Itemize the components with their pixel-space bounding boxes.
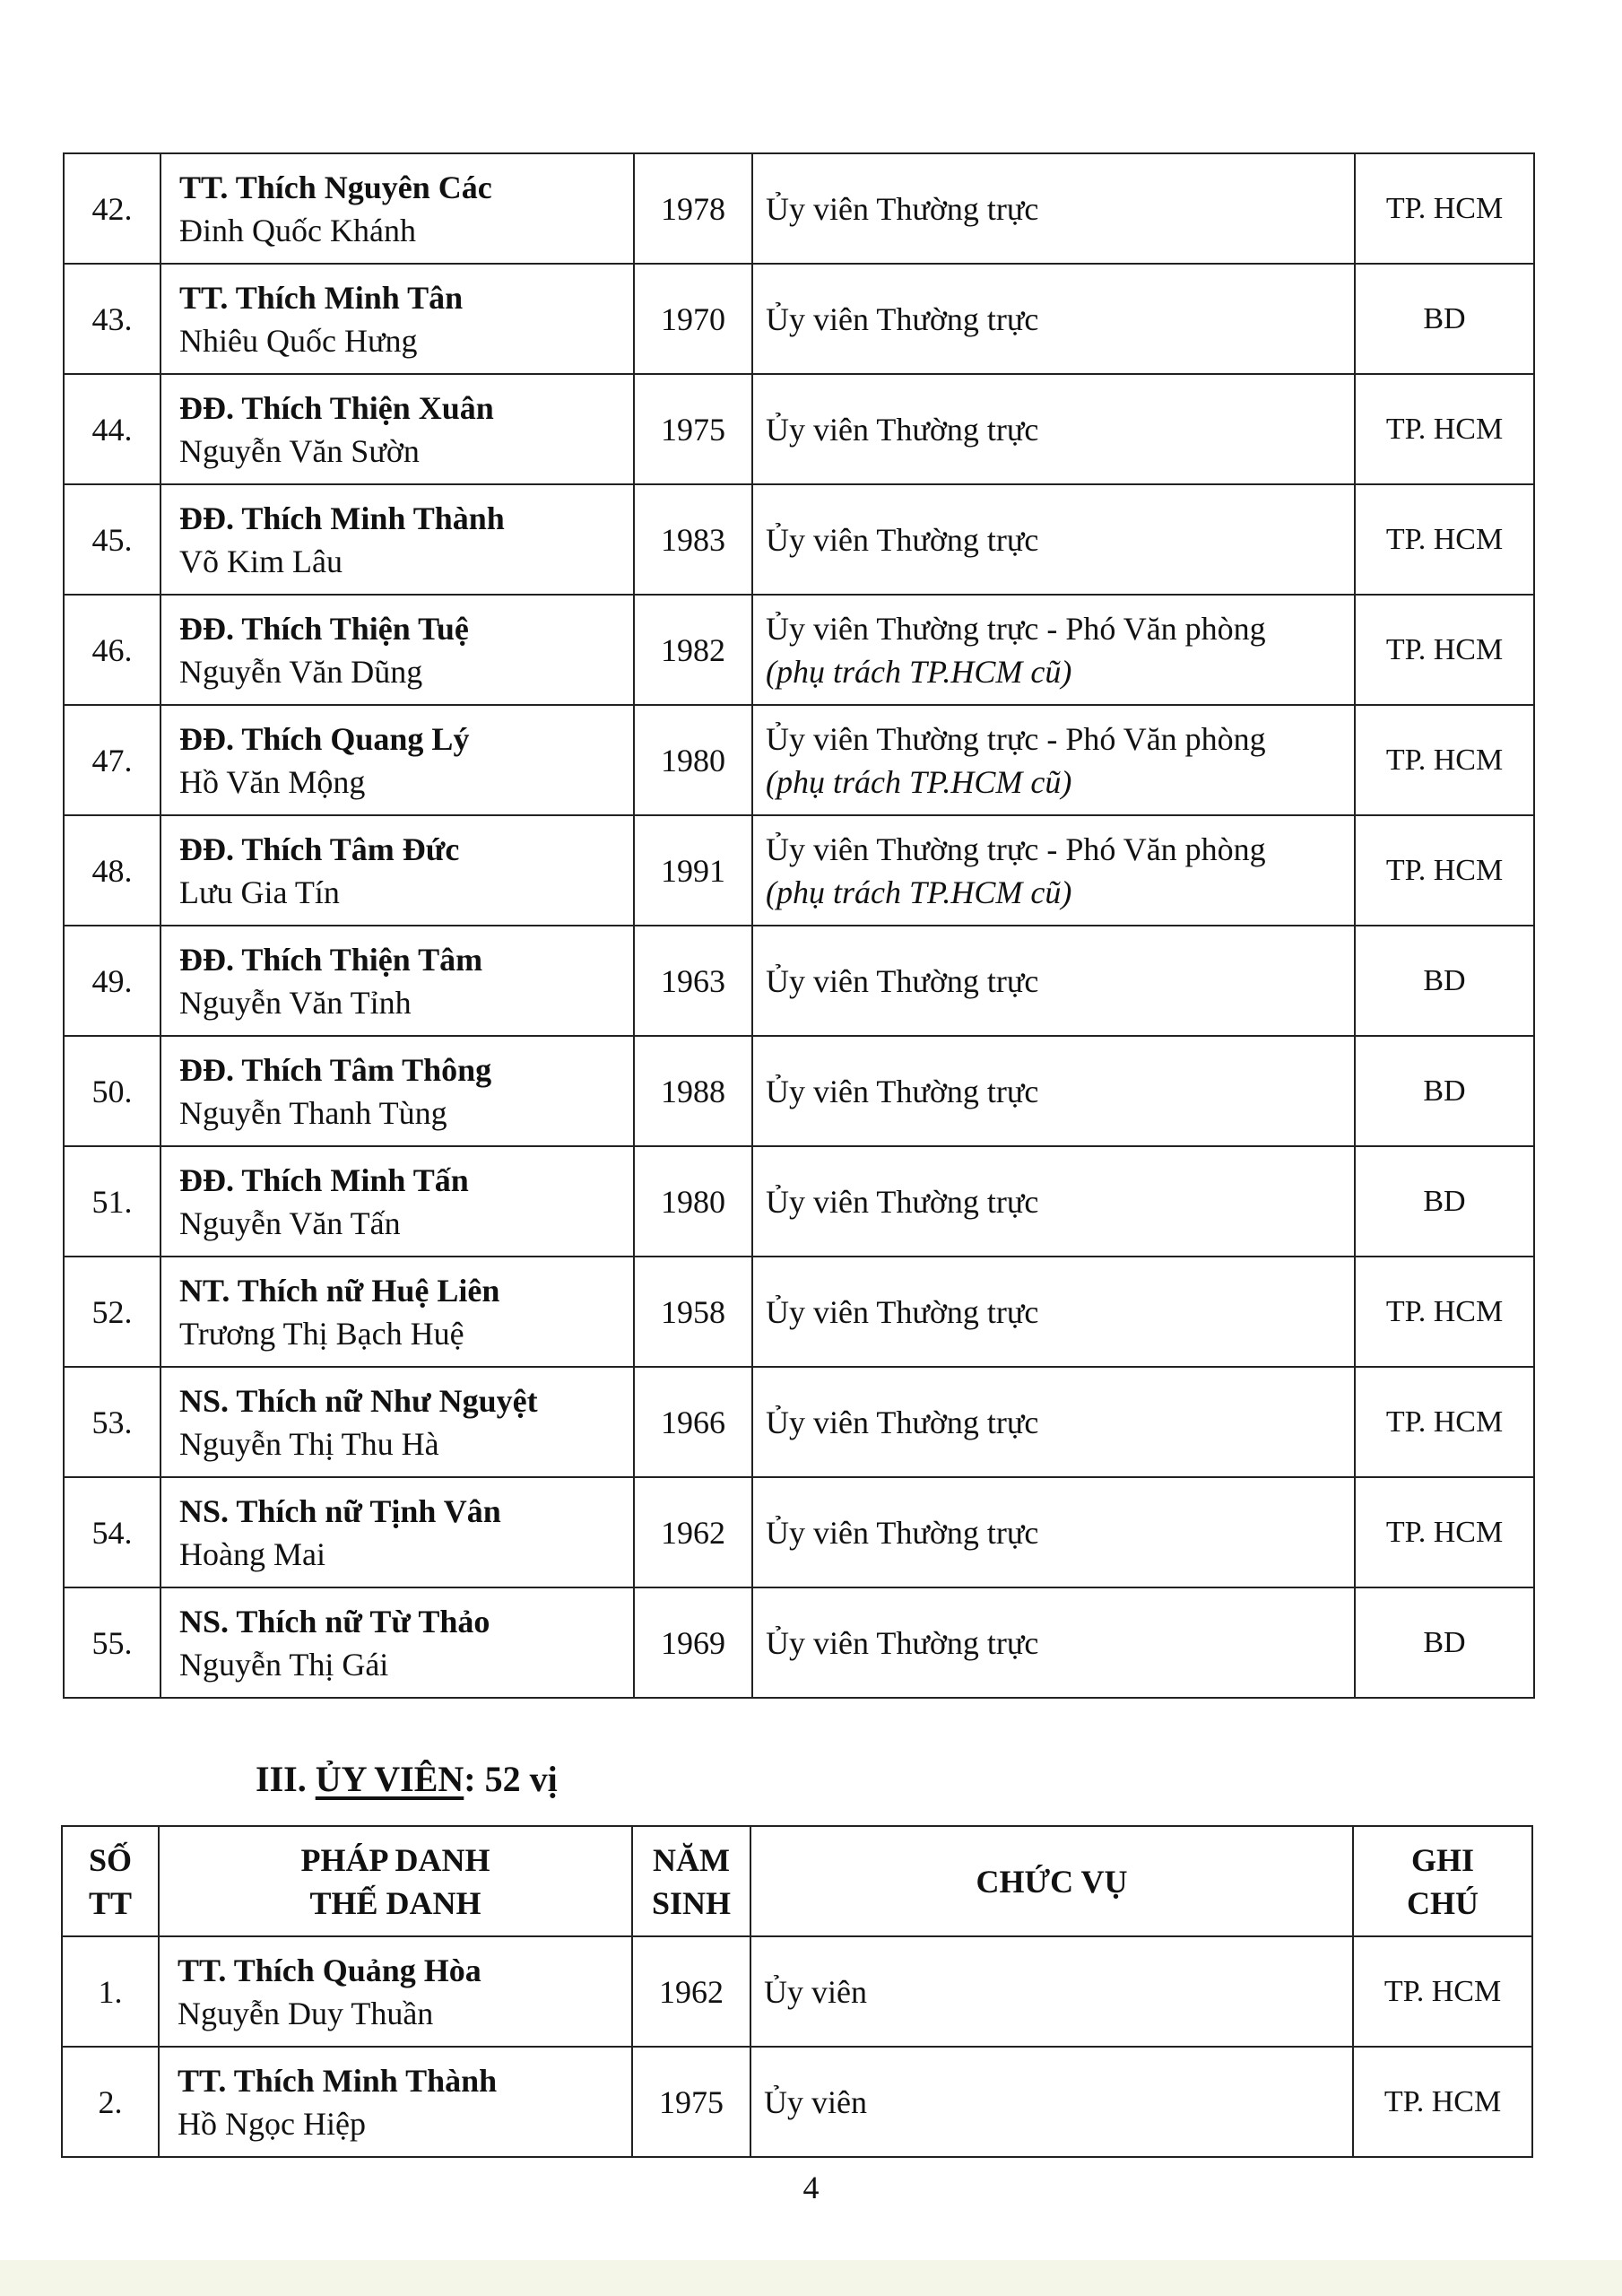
- role-cell: [752, 1477, 1355, 1587]
- lay-name: Nguyễn Văn Dũng: [179, 653, 423, 690]
- dharma-name: ĐĐ. Thích Thiện Tuệ: [179, 610, 469, 647]
- row-number: 45.: [64, 484, 160, 595]
- birth-year: 1958: [634, 1257, 752, 1367]
- role: Ủy viên: [764, 1973, 867, 2010]
- role-cell: [752, 153, 1355, 264]
- dharma-name: ĐĐ. Thích Tâm Đức: [179, 831, 460, 867]
- note-cell: TP. HCM: [1355, 705, 1534, 815]
- table-row: [62, 1936, 1532, 2047]
- role: Ủy viên: [764, 2083, 867, 2120]
- lay-name: Nhiêu Quốc Hưng: [179, 322, 418, 359]
- row-number: 55.: [64, 1587, 160, 1698]
- row-number: 44.: [64, 374, 160, 484]
- note-cell: TP. HCM: [1355, 1367, 1534, 1477]
- birth-year: 1962: [634, 1477, 752, 1587]
- name-cell: [160, 264, 634, 374]
- role: Ủy viên Thường trực - Phó Văn phòng: [766, 831, 1266, 867]
- role: Ủy viên Thường trực - Phó Văn phòng: [766, 720, 1266, 757]
- lay-name: Hoàng Mai: [179, 1535, 325, 1572]
- birth-year: 1988: [634, 1036, 752, 1146]
- role: Ủy viên Thường trực - Phó Văn phòng: [766, 610, 1266, 647]
- row-number: 47.: [64, 705, 160, 815]
- role-cell: [752, 1257, 1355, 1367]
- note-cell: TP. HCM: [1355, 815, 1534, 926]
- lay-name: Võ Kim Lâu: [179, 543, 343, 579]
- lay-name: Nguyễn Văn Tấn: [179, 1205, 401, 1241]
- row-number: 48.: [64, 815, 160, 926]
- note-cell: TP. HCM: [1355, 374, 1534, 484]
- role: Ủy viên Thường trực: [766, 1073, 1039, 1109]
- note-cell: TP. HCM: [1353, 1936, 1532, 2047]
- note-cell: TP. HCM: [1355, 1257, 1534, 1367]
- role-cell: [752, 1036, 1355, 1146]
- header-number: SỐ TT: [62, 1826, 159, 1936]
- note-cell: TP. HCM: [1355, 153, 1534, 264]
- role-cell: [752, 1146, 1355, 1257]
- name-cell: [160, 926, 634, 1036]
- role: Ủy viên Thường trực: [766, 1514, 1039, 1551]
- row-number: 46.: [64, 595, 160, 705]
- members-table: [61, 1825, 1533, 2158]
- birth-year: 1980: [634, 1146, 752, 1257]
- role-cell: [752, 484, 1355, 595]
- table-row: [64, 1036, 1534, 1146]
- lay-name: Hồ Ngọc Hiệp: [178, 2105, 366, 2142]
- dharma-name: NS. Thích nữ Từ Thảo: [179, 1603, 490, 1639]
- note-cell: BD: [1355, 1587, 1534, 1698]
- note-cell: TP. HCM: [1355, 595, 1534, 705]
- birth-year: 1978: [634, 153, 752, 264]
- name-cell: [160, 1477, 634, 1587]
- note-cell: TP. HCM: [1355, 484, 1534, 595]
- lay-name: Nguyễn Văn Tỉnh: [179, 984, 412, 1021]
- role-cell: [752, 595, 1355, 705]
- role-cell: [750, 2047, 1353, 2157]
- name-cell: [160, 1587, 634, 1698]
- table-row: [64, 926, 1534, 1036]
- role: Ủy viên Thường trực: [766, 411, 1039, 448]
- role-cell: [752, 374, 1355, 484]
- standing-members-table-continued: [63, 152, 1535, 1699]
- name-cell: [160, 374, 634, 484]
- birth-year: 1970: [634, 264, 752, 374]
- lay-name: Hồ Văn Mộng: [179, 763, 366, 800]
- row-number: 54.: [64, 1477, 160, 1587]
- role: Ủy viên Thường trực: [766, 1404, 1039, 1440]
- dharma-name: TT. Thích Minh Tân: [179, 279, 464, 316]
- header-note: GHI CHÚ: [1353, 1826, 1532, 1936]
- row-number: 49.: [64, 926, 160, 1036]
- row-number: 53.: [64, 1367, 160, 1477]
- row-number: 42.: [64, 153, 160, 264]
- name-cell: [160, 705, 634, 815]
- row-number: 52.: [64, 1257, 160, 1367]
- note-cell: BD: [1355, 1146, 1534, 1257]
- row-number: 1.: [62, 1936, 159, 2047]
- header-year: NĂM SINH: [632, 1826, 750, 1936]
- role-note: (phụ trách TP.HCM cũ): [766, 653, 1072, 690]
- birth-year: 1980: [634, 705, 752, 815]
- table-row: [64, 1146, 1534, 1257]
- table-row: [64, 1257, 1534, 1367]
- name-cell: [160, 153, 634, 264]
- dharma-name: TT. Thích Minh Thành: [178, 2062, 498, 2099]
- table-row: [64, 1587, 1534, 1698]
- name-cell: [160, 484, 634, 595]
- section-count: : 52 vị: [464, 1759, 558, 1799]
- role-cell: [752, 705, 1355, 815]
- name-cell: [160, 1036, 634, 1146]
- dharma-name: ĐĐ. Thích Thiện Tâm: [179, 941, 483, 978]
- note-cell: BD: [1355, 264, 1534, 374]
- table-header-row: [62, 1826, 1532, 1936]
- table-row: [64, 1477, 1534, 1587]
- birth-year: 1969: [634, 1587, 752, 1698]
- row-number: 51.: [64, 1146, 160, 1257]
- dharma-name: ĐĐ. Thích Quang Lý: [179, 720, 470, 757]
- role-cell: [752, 926, 1355, 1036]
- name-cell: [160, 1257, 634, 1367]
- role: Ủy viên Thường trực: [766, 300, 1039, 337]
- lay-name: Nguyễn Văn Sườn: [179, 432, 420, 469]
- page-number: 4: [802, 2170, 820, 2205]
- note-cell: BD: [1355, 1036, 1534, 1146]
- birth-year: 1962: [632, 1936, 750, 2047]
- name-cell: [160, 1367, 634, 1477]
- role: Ủy viên Thường trực: [766, 190, 1039, 227]
- role-cell: [752, 1587, 1355, 1698]
- role: Ủy viên Thường trực: [766, 1293, 1039, 1330]
- role-note: (phụ trách TP.HCM cũ): [766, 874, 1072, 910]
- dharma-name: ĐĐ. Thích Thiện Xuân: [179, 389, 494, 426]
- lay-name: Nguyễn Thị Thu Hà: [179, 1425, 439, 1462]
- role-cell: [752, 815, 1355, 926]
- section-prefix: III.: [256, 1759, 316, 1799]
- section-title: ỦY VIÊN: [315, 1759, 464, 1799]
- role: Ủy viên Thường trực: [766, 962, 1039, 999]
- dharma-name: ĐĐ. Thích Minh Tấn: [179, 1161, 469, 1198]
- role: Ủy viên Thường trực: [766, 1183, 1039, 1220]
- table-row: [64, 484, 1534, 595]
- row-number: 2.: [62, 2047, 159, 2157]
- birth-year: 1963: [634, 926, 752, 1036]
- standing-members-table-body: [64, 153, 1534, 1698]
- dharma-name: ĐĐ. Thích Minh Thành: [179, 500, 505, 536]
- dharma-name: TT. Thích Quảng Hòa: [178, 1952, 481, 1988]
- dharma-name: TT. Thích Nguyên Các: [179, 169, 492, 205]
- table-row: [64, 815, 1534, 926]
- table-row: [64, 374, 1534, 484]
- row-number: 43.: [64, 264, 160, 374]
- role-cell: [752, 1367, 1355, 1477]
- birth-year: 1966: [634, 1367, 752, 1477]
- name-cell: [160, 815, 634, 926]
- birth-year: 1982: [634, 595, 752, 705]
- lay-name: Nguyễn Thanh Tùng: [179, 1094, 447, 1131]
- table-row: [64, 1367, 1534, 1477]
- lay-name: Lưu Gia Tín: [179, 874, 340, 910]
- members-table-body: [62, 1936, 1532, 2157]
- note-cell: TP. HCM: [1355, 1477, 1534, 1587]
- lay-name: Nguyễn Duy Thuần: [178, 1995, 434, 2031]
- birth-year: 1975: [634, 374, 752, 484]
- dharma-name: NS. Thích nữ Như Nguyệt: [179, 1382, 538, 1419]
- header-name: PHÁP DANH THẾ DANH: [159, 1826, 632, 1936]
- dharma-name: NT. Thích nữ Huệ Liên: [179, 1272, 500, 1309]
- name-cell: [159, 2047, 632, 2157]
- name-cell: [160, 595, 634, 705]
- table-row: [64, 595, 1534, 705]
- role-note: (phụ trách TP.HCM cũ): [766, 763, 1072, 800]
- note-cell: TP. HCM: [1353, 2047, 1532, 2157]
- lay-name: Nguyễn Thị Gái: [179, 1646, 389, 1683]
- row-number: 50.: [64, 1036, 160, 1146]
- lay-name: Trương Thị Bạch Huệ: [179, 1315, 464, 1352]
- name-cell: [160, 1146, 634, 1257]
- table-row: [64, 264, 1534, 374]
- role: Ủy viên Thường trực: [766, 1624, 1039, 1661]
- scan-edge: [0, 2260, 1622, 2296]
- role: Ủy viên Thường trực: [766, 521, 1039, 558]
- dharma-name: NS. Thích nữ Tịnh Vân: [179, 1492, 501, 1529]
- role-cell: [750, 1936, 1353, 2047]
- header-role: CHỨC VỤ: [750, 1826, 1353, 1936]
- birth-year: 1983: [634, 484, 752, 595]
- name-cell: [159, 1936, 632, 2047]
- section-heading: [256, 1758, 558, 1800]
- dharma-name: ĐĐ. Thích Tâm Thông: [179, 1051, 492, 1088]
- lay-name: Đinh Quốc Khánh: [179, 212, 416, 248]
- birth-year: 1975: [632, 2047, 750, 2157]
- role-cell: [752, 264, 1355, 374]
- note-cell: BD: [1355, 926, 1534, 1036]
- table-row: [64, 705, 1534, 815]
- table-row: [62, 2047, 1532, 2157]
- birth-year: 1991: [634, 815, 752, 926]
- table-row: [64, 153, 1534, 264]
